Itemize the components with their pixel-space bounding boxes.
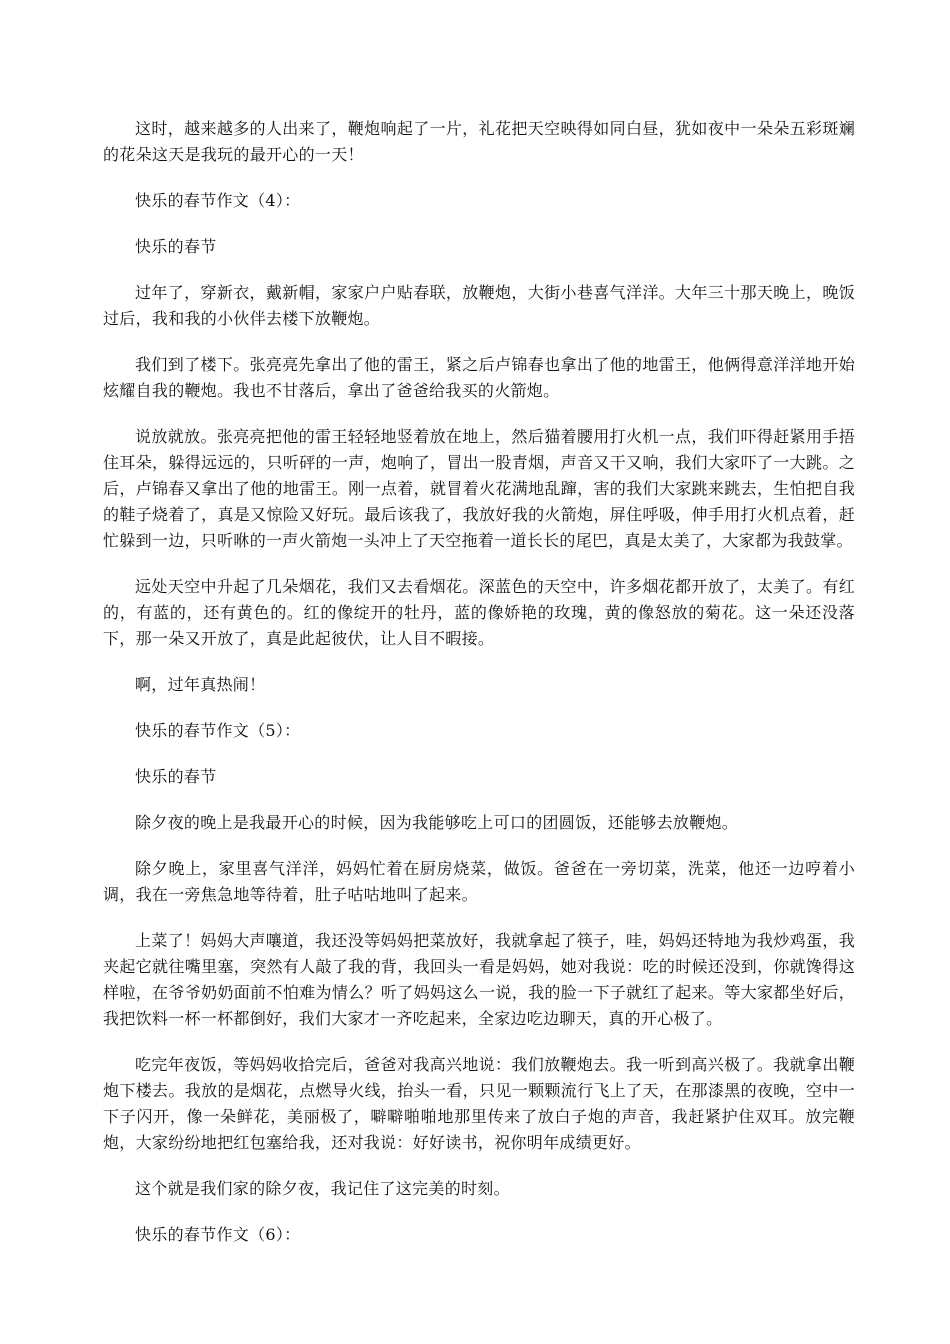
- paragraph: 我们到了楼下。张亮亮先拿出了他的雷王，紧之后卢锦春也拿出了他的地雷王，他俩得意洋洋地开始炫耀自我的鞭炮。我也不甘落后，拿出了爸爸给我买的火箭炮。: [103, 355, 855, 400]
- paragraph: 吃完年夜饭，等妈妈收拾完后，爸爸对我高兴地说：我们放鞭炮去。我一听到高兴极了。我就拿出鞭炮下楼去。我放的是烟花，点燃导火线，抬头一看，只见一颗颗流行飞上了天，在那漆黑的夜晚，空中一下子闪开，像一朵鲜花，美丽极了，噼噼啪啪地那里传来了放白子炮的声音，我赶紧护住双耳。放完鞭炮，大家纷纷地把红包塞给我，还对我说：好好读书，祝你明年成绩更好。: [103, 1055, 855, 1152]
- paragraph: 远处天空中升起了几朵烟花，我们又去看烟花。深蓝色的天空中，许多烟花都开放了，太美了。有红的，有蓝的，还有黄色的。红的像绽开的牡丹，蓝的像娇艳的玫瑰，黄的像怒放的菊花。这一朵还没落下，那一朵又开放了，真是此起彼伏，让人目不暇接。: [103, 577, 855, 648]
- section-heading: 快乐的春节作文（6）：: [135, 1225, 301, 1244]
- section-heading: 快乐的春节作文（5）：: [135, 721, 301, 740]
- essay-title: 快乐的春节: [135, 767, 217, 786]
- paragraph: 啊，过年真热闹！: [135, 675, 266, 694]
- paragraph: 上菜了！妈妈大声嚷道，我还没等妈妈把菜放好，我就拿起了筷子，哇，妈妈还特地为我炒鸡蛋，我夹起它就往嘴里塞，突然有人敲了我的背，我回头一看是妈妈，她对我说：吃的时候还没到，你就馋得这样啦，在爷爷奶奶面前不怕难为情么？听了妈妈这么一说，我的脸一下子就红了起来。等大家都坐好后，我把饮料一杯一杯都倒好，我们大家才一齐吃起来，全家边吃边聊天，真的开心极了。: [103, 931, 855, 1028]
- paragraph: 过年了，穿新衣，戴新帽，家家户户贴春联，放鞭炮，大街小巷喜气洋洋。大年三十那天晚上，晚饭过后，我和我的小伙伴去楼下放鞭炮。: [103, 283, 855, 328]
- section-heading: 快乐的春节作文（4）：: [135, 191, 301, 210]
- paragraph: 说放就放。张亮亮把他的雷王轻轻地竖着放在地上，然后猫着腰用打火机一点，我们吓得赶紧用手捂住耳朵，躲得远远的，只听砰的一声，炮响了，冒出一股青烟，声音又干又响，我们大家吓了一大跳。之后，卢锦春又拿出了他的地雷王。刚一点着，就冒着火花满地乱蹿，害的我们大家跳来跳去，生怕把自我的鞋子烧着了，真是又惊险又好玩。最后该我了，我放好我的火箭炮，屏住呼吸，伸手用打火机点着，赶忙躲到一边，只听咻的一声火箭炮一头冲上了天空拖着一道长长的尾巴，真是太美了，大家都为我鼓掌。: [103, 427, 855, 550]
- paragraph: 这个就是我们家的除夕夜，我记住了这完美的时刻。: [135, 1179, 510, 1198]
- paragraph: 除夕晚上，家里喜气洋洋，妈妈忙着在厨房烧菜，做饭。爸爸在一旁切菜，洗菜，他还一边哼着小调，我在一旁焦急地等待着，肚子咕咕地叫了起来。: [103, 859, 855, 904]
- essay-title: 快乐的春节: [135, 237, 217, 256]
- paragraph: 除夕夜的晚上是我最开心的时候，因为我能够吃上可口的团圆饭，还能够去放鞭炮。: [135, 813, 739, 832]
- paragraph: 这时，越来越多的人出来了，鞭炮响起了一片，礼花把天空映得如同白昼，犹如夜中一朵朵五彩斑斓的花朵这天是我玩的最开心的一天！: [103, 119, 855, 164]
- document-body: [103, 116, 855, 1268]
